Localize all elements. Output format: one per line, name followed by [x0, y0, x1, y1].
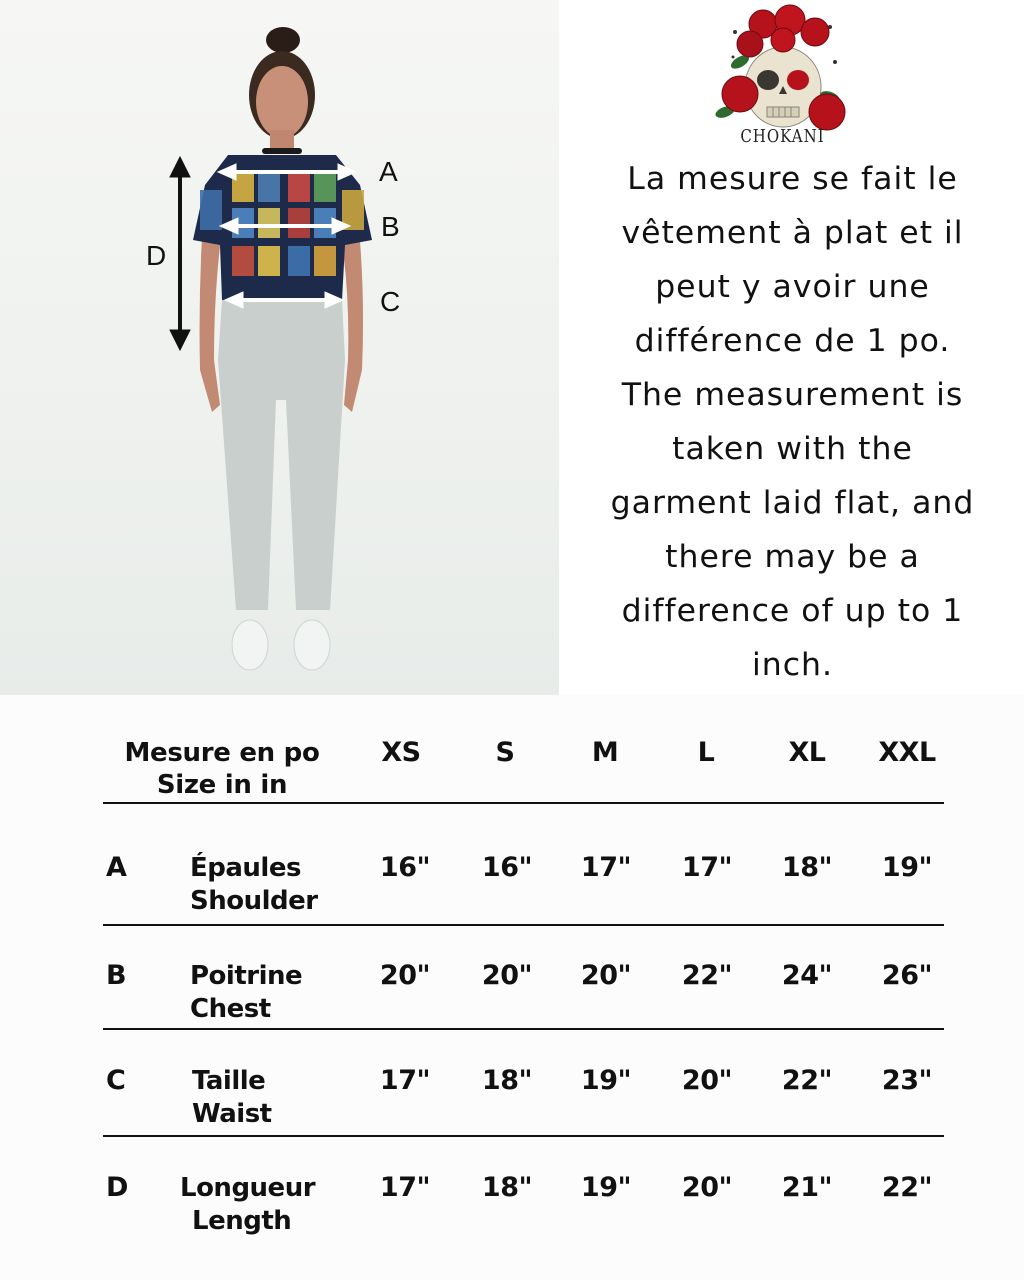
value-cell: 17" — [580, 852, 632, 883]
brand-logo — [705, 2, 860, 154]
header-line-fr: Mesure en po — [124, 738, 320, 768]
row-label-c — [192, 1065, 272, 1131]
divider — [103, 924, 944, 926]
size-header-m: M — [591, 737, 619, 768]
size-chart-table — [0, 695, 1024, 1280]
value-cell: 17" — [681, 852, 733, 883]
divider — [103, 1028, 944, 1030]
label-d: D — [146, 240, 167, 271]
row-label-a — [190, 852, 318, 918]
size-header-l: L — [697, 737, 715, 768]
value-cell: 19" — [580, 1172, 632, 1203]
value-cell: 23" — [881, 1065, 933, 1096]
value-cell: 22" — [881, 1172, 933, 1203]
note-line: peut y avoir une — [655, 269, 930, 305]
skull-with-roses-logo-icon — [705, 2, 860, 132]
row-label-d — [180, 1172, 315, 1238]
label-b: B — [381, 211, 400, 242]
model-figure — [0, 0, 559, 695]
value-cell: 26" — [881, 960, 933, 991]
label-en: Shoulder — [190, 886, 318, 916]
value-cell: 22" — [781, 1065, 833, 1096]
value-cell: 16" — [481, 852, 533, 883]
value-cell: 18" — [481, 1065, 533, 1096]
value-cell: 17" — [379, 1065, 431, 1096]
note-line: vêtement à plat et il — [621, 215, 964, 251]
table-header-title — [102, 737, 342, 801]
value-cell: 21" — [781, 1172, 833, 1203]
arrow-d-icon — [170, 157, 190, 350]
note-line: La mesure se fait le — [627, 161, 958, 197]
note-line: inch. — [751, 647, 833, 683]
label-en: Waist — [192, 1099, 272, 1129]
brand-name: CHOKANI — [740, 125, 825, 147]
label-en: Chest — [190, 994, 271, 1024]
size-header-xxl: XXL — [878, 737, 936, 768]
note-line: difference of up to 1 — [621, 593, 964, 629]
divider — [103, 802, 944, 804]
value-cell: 20" — [379, 960, 431, 991]
label-fr: Épaules — [190, 853, 301, 883]
note-line: The measurement is — [621, 377, 964, 413]
row-letter-c: C — [106, 1065, 126, 1096]
row-label-b — [190, 960, 302, 1026]
divider — [103, 1135, 944, 1137]
value-cell: 20" — [681, 1065, 733, 1096]
row-letter-b: B — [106, 960, 127, 991]
note-line: there may be a — [665, 539, 920, 575]
value-cell: 20" — [580, 960, 632, 991]
value-cell: 24" — [781, 960, 833, 991]
value-cell: 17" — [379, 1172, 431, 1203]
note-line: différence de 1 po. — [634, 323, 951, 359]
value-cell: 19" — [881, 852, 933, 883]
row-letter-d: D — [106, 1172, 128, 1203]
size-header-s: S — [495, 737, 515, 768]
label-fr: Longueur — [180, 1173, 316, 1203]
value-cell: 22" — [681, 960, 733, 991]
label-c: C — [380, 286, 401, 317]
value-cell: 16" — [379, 852, 431, 883]
label-a: A — [379, 156, 398, 187]
row-letter-a: A — [106, 852, 127, 883]
label-fr: Taille — [192, 1066, 266, 1096]
value-cell: 19" — [580, 1065, 632, 1096]
size-header-xl: XL — [788, 737, 826, 768]
model-photo — [0, 0, 559, 695]
note-line: taken with the — [672, 431, 913, 467]
label-fr: Poitrine — [190, 961, 303, 991]
value-cell: 20" — [681, 1172, 733, 1203]
note-line: garment laid flat, and — [610, 485, 975, 521]
value-cell: 20" — [481, 960, 533, 991]
measurement-note — [590, 152, 995, 692]
header-line-en: Size in in — [156, 770, 288, 800]
value-cell: 18" — [481, 1172, 533, 1203]
size-header-xs: XS — [381, 737, 421, 768]
label-en: Length — [192, 1206, 292, 1236]
value-cell: 18" — [781, 852, 833, 883]
